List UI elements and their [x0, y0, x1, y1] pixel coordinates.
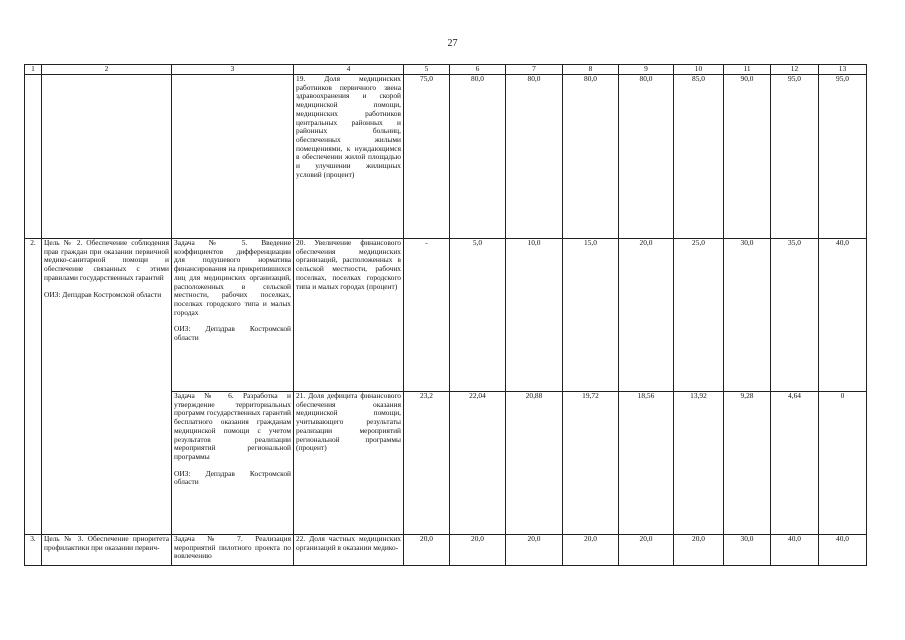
value-cell: 13,92	[674, 392, 724, 535]
indicators-table	[24, 64, 867, 566]
column-number: 3	[172, 65, 294, 75]
table-row	[25, 239, 867, 392]
responsible-executor: ОИЗ: Депздрав Костромской области	[174, 468, 291, 487]
column-number: 7	[506, 65, 563, 75]
value-cell: 15,0	[563, 239, 619, 392]
value-cell: 0	[819, 392, 867, 535]
value-cell: 95,0	[771, 75, 819, 239]
indicator-cell: 20. Увеличение финансового обеспечения медицинских организаций, расположенных в сельской местности, рабочих поселках, поселках городского типа и малых городах (процент)	[294, 239, 404, 392]
task-cell	[172, 75, 294, 239]
value-cell: 20,0	[450, 535, 506, 566]
task-cell: Задача № 7. Реализация мероприятий пилотного проекта по вовлечению	[172, 535, 294, 566]
row-number	[25, 75, 42, 239]
task-text: Задача № 5. Введение коэффициентов дифференциации для подушевого норматива финансирования на прикрепившихся лиц для медицинских организаций, расположенных в сельской местности, рабочих поселках, поселках городского типа и малых городах	[174, 238, 291, 317]
task-cell	[172, 392, 294, 535]
value-cell: 20,88	[506, 392, 563, 535]
table-row	[25, 75, 867, 239]
indicator-cell: 22. Доля частных медицинских организаций в оказании медико-	[294, 535, 404, 566]
indicator-cell: 19. Доля медицинских работников первичного звена здравоохранения и скорой медицинской помощи, медицинских работников центральных районных и районных больниц, обеспеченных жилыми помещениями, к нуждающимся в обеспечении жилой площадью и улучшении жилищных условий (процент)	[294, 75, 404, 239]
column-number: 13	[819, 65, 867, 75]
value-cell: 75,0	[404, 75, 450, 239]
indicator-cell: 21. Доля дефицита финансового обеспечения оказания медицинской помощи, учитывающего результаты реализации мероприятий региональной программы (процент)	[294, 392, 404, 535]
responsible-executor: ОИЗ: Депздрав Костромской области	[174, 324, 291, 343]
value-cell: 30,0	[724, 535, 771, 566]
value-cell: 25,0	[674, 239, 724, 392]
value-cell: 20,0	[674, 535, 724, 566]
value-cell: 20,0	[506, 535, 563, 566]
value-cell: 35,0	[771, 239, 819, 392]
column-number: 6	[450, 65, 506, 75]
responsible-executor: ОИЗ: Депздрав Костромской области	[44, 289, 162, 299]
value-cell: 20,0	[619, 239, 674, 392]
value-cell: 23,2	[404, 392, 450, 535]
column-number: 1	[25, 65, 42, 75]
table-row	[25, 535, 867, 566]
value-cell: 22,04	[450, 392, 506, 535]
column-number: 12	[771, 65, 819, 75]
value-cell: 80,0	[563, 75, 619, 239]
column-number: 9	[619, 65, 674, 75]
goal-cell	[42, 75, 172, 239]
value-cell: 30,0	[724, 239, 771, 392]
value-cell: 80,0	[450, 75, 506, 239]
column-number: 5	[404, 65, 450, 75]
row-number: 2.	[25, 239, 42, 535]
value-cell: 18,56	[619, 392, 674, 535]
value-cell: 20,0	[619, 535, 674, 566]
column-number-row	[25, 65, 867, 75]
value-cell: 40,0	[819, 535, 867, 566]
value-cell: 9,28	[724, 392, 771, 535]
value-cell: 40,0	[771, 535, 819, 566]
column-number: 2	[42, 65, 172, 75]
column-number: 8	[563, 65, 619, 75]
value-cell: 80,0	[619, 75, 674, 239]
goal-cell	[42, 239, 172, 535]
value-cell: 5,0	[450, 239, 506, 392]
column-number: 4	[294, 65, 404, 75]
value-cell: 19,72	[563, 392, 619, 535]
task-text: Задача № 6. Разработка и утверждение территориальных программ государственных гарантий бесплатного оказания гражданам медицинской помощи с учетом результатов реализации мероприятий региональной программы	[174, 391, 291, 461]
value-cell: 4,64	[771, 392, 819, 535]
value-cell: 20,0	[404, 535, 450, 566]
row-number: 3.	[25, 535, 42, 566]
goal-cell: Цель № 3. Обеспечение приоритета профилактики при оказании первич-	[42, 535, 172, 566]
value-cell: 90,0	[724, 75, 771, 239]
value-cell: -	[404, 239, 450, 392]
value-cell: 10,0	[506, 239, 563, 392]
column-number: 10	[674, 65, 724, 75]
goal-text: Цель № 2. Обеспечение соблюдения прав граждан при оказании первичной медико-санитарной помощи и обеспечение связанных с этими правилами государственных гарантий	[44, 238, 169, 282]
page-number: 27	[447, 38, 458, 49]
task-cell	[172, 239, 294, 392]
value-cell: 20,0	[563, 535, 619, 566]
value-cell: 95,0	[819, 75, 867, 239]
value-cell: 85,0	[674, 75, 724, 239]
column-number: 11	[724, 65, 771, 75]
value-cell: 80,0	[506, 75, 563, 239]
value-cell: 40,0	[819, 239, 867, 392]
